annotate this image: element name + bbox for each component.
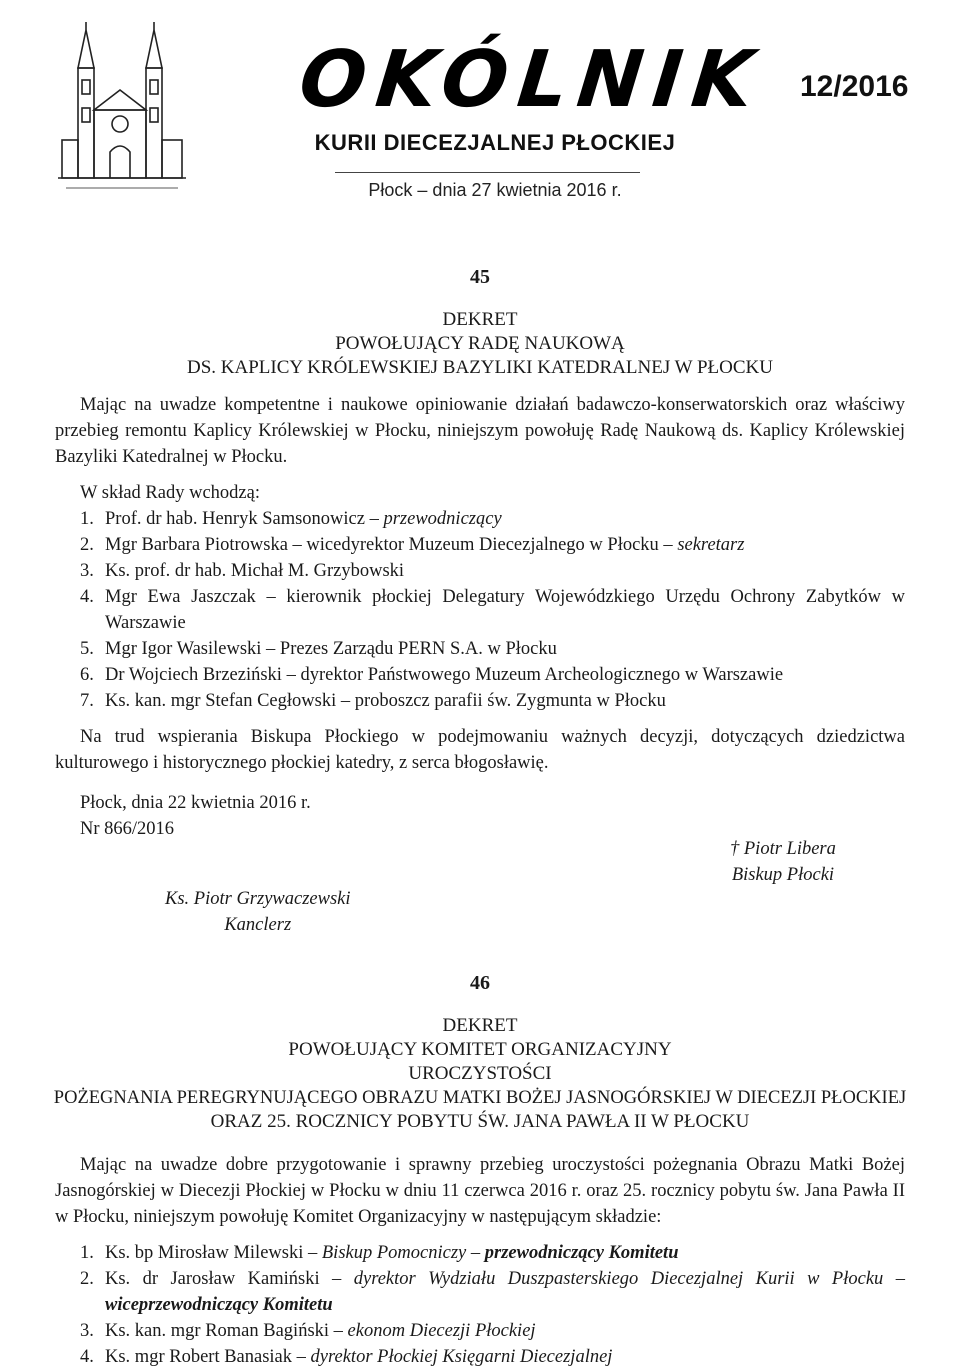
signer-name: † Piotr Libera [730,839,836,859]
list-item [80,558,905,584]
decree-number: 45 [470,266,490,288]
decree-45 [0,264,960,935]
bulletin-title: OKÓLNIK [295,35,768,125]
members-label: W skład Rady wchodzą: [80,483,260,503]
heading-line: DEKRET [442,309,518,330]
item-title: ekonom Diecezji Płockiej [347,1321,536,1341]
list-item [80,1344,905,1370]
place-date-line: Płock, dnia 22 kwietnia 2016 r. [80,793,311,813]
cathedral-illustration-icon [58,20,186,200]
list-item [80,1240,905,1266]
list-item [80,662,905,688]
item-number: 1. [80,509,94,529]
item-title: Biskup Pomocniczy – [321,1243,485,1263]
list-item [80,636,905,662]
intro-paragraph: Mając na uwadze kompetentne i naukowe opiniowanie działań badawczo-konserwatorskich oraz właściwy przebieg remontu Kaplicy Królewskiej w Płocku, niniejszym powołuję Radę Naukową ds. Kaplicy Królewskiej Bazyliki Katedralnej w Płocku. [55,395,905,467]
divider [335,172,640,173]
item-number: 4. [80,1347,94,1367]
item-text: Mgr Barbara Piotrowska – wicedyrektor Muzeum Diecezjalnego w Płocku – [105,535,678,555]
item-text: Ks. prof. dr hab. Michał M. Grzybowski [105,561,405,581]
issue-date: Płock – dnia 27 kwietnia 2016 r. [368,180,622,200]
item-text: Dr Wojciech Brzeziński – dyrektor Państwowego Muzeum Archeologicznego w Warszawie [105,665,784,685]
item-name: Ks. mgr Robert Banasiak – [105,1347,311,1367]
list-item [80,1266,905,1318]
intro-paragraph: Mając na uwadze dobre przygotowanie i sprawny przebieg uroczystości pożegnania Obrazu Matki Bożej Jasnogórskiej w Diecezji Płockiej w Płocku w dniu 11 czerwca 2016 r. oraz 25. rocznicy pobytu św. Jana Pawła II w Płocku, niniejszym powołuję Komitet Organizacyjny w następującym składzie: [55,1155,905,1227]
item-name: Ks. bp Mirosław Milewski – [105,1243,322,1263]
item-name: Ks. kan. mgr Roman Bagiński – [105,1321,348,1341]
item-number: 3. [80,561,94,581]
decree-body [55,392,905,935]
heading-line: POWOŁUJĄCY RADĘ NAUKOWĄ [335,333,625,354]
signer-title: Biskup Płocki [731,865,835,885]
item-number: 6. [80,665,94,685]
item-role: sekretarz [677,535,745,555]
list-item [80,688,905,714]
list-item [80,1318,905,1344]
item-text: Ks. kan. mgr Stefan Cegłowski – proboszcz parafii św. Zygmunta w Płocku [105,691,666,711]
list-item [80,584,905,636]
signer-name: Ks. Piotr Grzywaczewski [165,889,351,909]
item-text: Mgr Ewa Jaszczak – kierownik płockiej Delegatury Wojewódzkiego Urzędu Ochrony Zabytków w Warszawie [105,587,905,633]
reference-number: Nr 866/2016 [80,819,175,839]
blessing-paragraph: Na trud wspierania Biskupa Płockiego w podejmowaniu ważnych decyzji, dotyczących dziedzictwa kulturowego i historycznego płockiej katedry, z serca błogosławię. [55,727,905,773]
heading-line: POWOŁUJĄCY KOMITET ORGANIZACYJNY [288,1039,672,1060]
heading-line: POŻEGNANIA PEREGRYNUJĄCEGO OBRAZU MATKI BOŻEJ JASNOGÓRSKIEJ W DIECEZJI PŁOCKIEJ [53,1088,907,1108]
item-title: dyrektor Płockiej Księgarni Diecezjalnej [310,1347,613,1367]
decree-body [55,1152,905,1370]
list-item [80,506,905,532]
signer-title: Kanclerz [224,915,292,935]
decree-46 [0,970,960,1370]
curia-subtitle: KURII DIECEZJALNEJ PŁOCKIEJ [314,130,676,155]
heading-line: DEKRET [442,1015,518,1036]
heading-line: DS. KAPLICY KRÓLEWSKIEJ BAZYLIKI KATEDRALNEJ W PŁOCKU [187,357,773,378]
item-text: Prof. dr hab. Henryk Samsonowicz – [105,509,384,529]
item-number: 7. [80,691,94,711]
chancellor-signature [165,886,351,938]
item-text: Mgr Igor Wasilewski – Prezes Zarządu PERN S.A. w Płocku [105,639,557,659]
decree-heading [0,308,960,380]
item-number: 2. [80,535,94,555]
list-item [80,532,905,558]
item-number: 5. [80,639,94,659]
item-title: dyrektor Wydziału Duszpasterskiego Diecezjalnej Kurii w Płocku – [353,1269,905,1289]
signature-block [55,790,905,935]
item-number: 1. [80,1243,94,1263]
item-role: przewodniczący [383,509,502,529]
item-number: 3. [80,1321,94,1341]
item-number: 2. [80,1269,94,1289]
item-role: przewodniczący Komitetu [484,1243,679,1263]
members-list [55,506,905,714]
heading-line: ORAZ 25. ROCZNICY POBYTU ŚW. JANA PAWŁA II W PŁOCKU [210,1111,750,1132]
committee-list [55,1240,905,1370]
bishop-signature [730,836,836,888]
place-date [80,790,311,842]
decree-heading [0,1014,960,1134]
item-name: Ks. dr Jarosław Kamiński – [105,1269,354,1289]
item-role: wiceprzewodniczący Komitetu [105,1295,333,1315]
issue-number: 12/2016 [800,70,909,103]
decree-number: 46 [470,972,490,994]
item-number: 4. [80,587,94,607]
heading-line: UROCZYSTOŚCI [408,1063,552,1084]
masthead [0,0,960,230]
